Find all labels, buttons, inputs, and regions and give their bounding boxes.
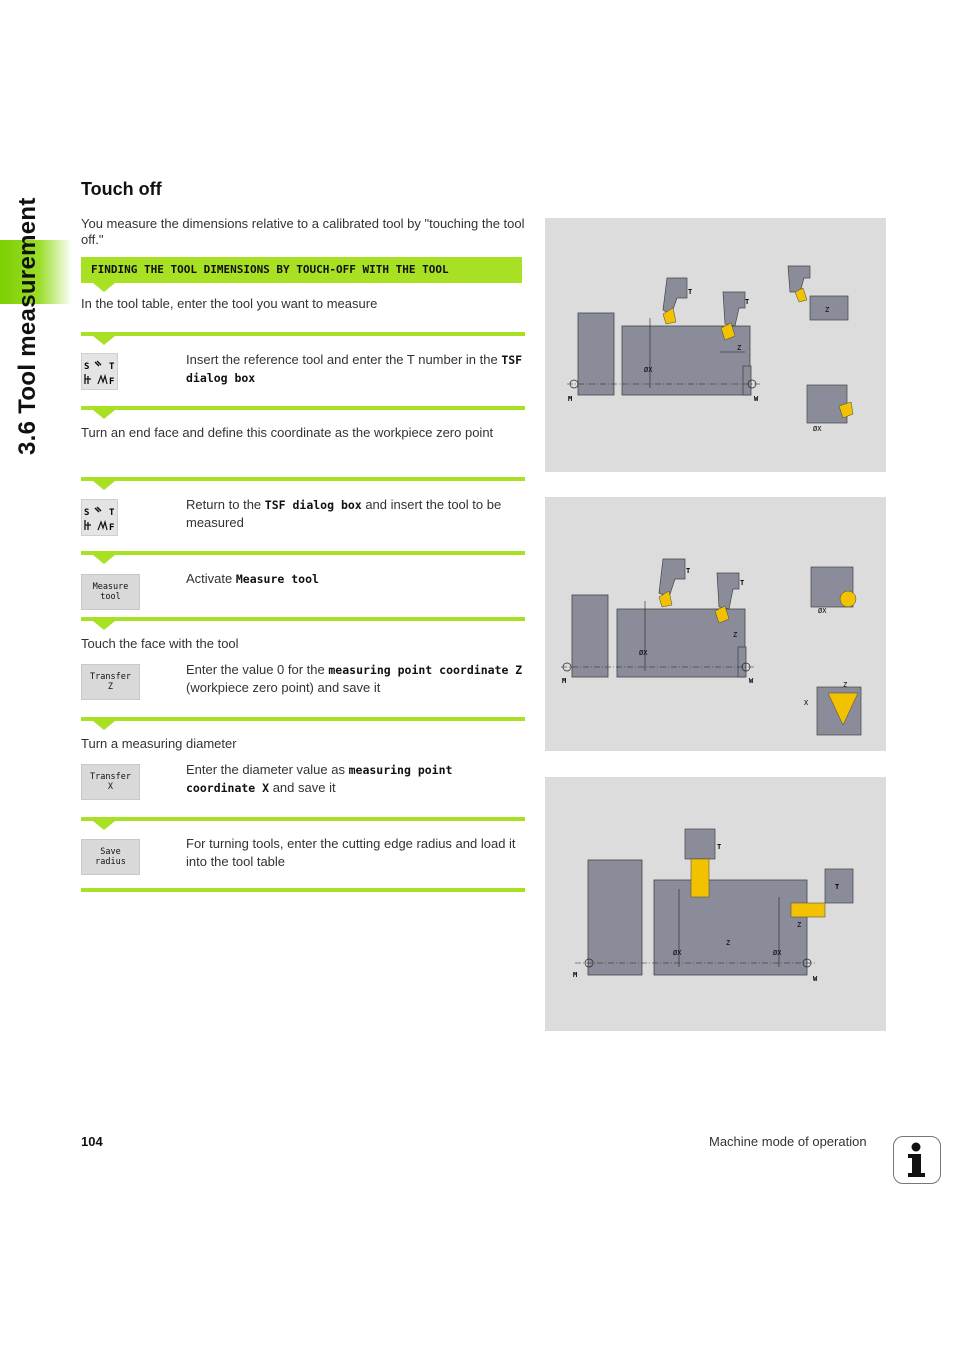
step-arrow xyxy=(93,621,115,630)
svg-text:S: S xyxy=(84,508,90,518)
figure-measuring-diameter xyxy=(545,777,886,1031)
figure-touch-face xyxy=(545,497,886,751)
divider-bar xyxy=(81,477,525,481)
svg-text:M: M xyxy=(573,971,578,979)
step-arrow xyxy=(93,721,115,730)
svg-text:Z: Z xyxy=(797,921,802,929)
svg-text:T: T xyxy=(745,298,750,306)
info-icon xyxy=(893,1136,941,1184)
svg-text:Z: Z xyxy=(825,306,830,314)
svg-text:W: W xyxy=(813,975,818,983)
svg-text:ØX: ØX xyxy=(639,649,648,657)
svg-text:Z: Z xyxy=(733,631,738,639)
divider-bar xyxy=(81,888,525,892)
svg-text:T: T xyxy=(717,843,722,851)
step-8-text: Turn a measuring diameter xyxy=(81,736,237,751)
svg-text:M: M xyxy=(562,677,567,685)
svg-text:W: W xyxy=(754,395,759,403)
svg-text:T: T xyxy=(835,883,840,891)
svg-text:Z: Z xyxy=(737,344,742,352)
step-3-text: Turn an end face and define this coordinate as the workpiece zero point xyxy=(81,425,494,440)
page-number: 104 xyxy=(81,1134,103,1149)
measure-tool-softkey[interactable]: Measure tool xyxy=(81,574,140,610)
svg-text:T: T xyxy=(686,567,691,575)
svg-text:X: X xyxy=(804,699,809,707)
svg-text:ØX: ØX xyxy=(813,425,822,433)
svg-text:ØX: ØX xyxy=(673,949,682,957)
tsf-icon xyxy=(82,354,117,389)
step-2-text: Insert the reference tool and enter the T number in the TSF dialog box xyxy=(186,352,523,385)
tsf-dialog-key[interactable] xyxy=(81,499,118,536)
step-arrow xyxy=(93,821,115,830)
svg-text:T: T xyxy=(688,288,693,296)
step-10-text: For turning tools, enter the cutting edge radius and load it into the tool table xyxy=(186,836,516,869)
svg-text:F: F xyxy=(109,377,115,387)
step-6-text: Touch the face with the tool xyxy=(81,636,239,651)
step-9-text: Enter the diameter value as measuring point coordinate X and save it xyxy=(186,762,453,795)
svg-text:Z: Z xyxy=(726,939,731,947)
svg-text:Z: Z xyxy=(843,681,848,689)
step-arrow xyxy=(93,410,115,419)
step-arrow xyxy=(93,481,115,490)
divider-bar xyxy=(81,406,525,410)
step-5-text: Activate Measure tool xyxy=(186,571,319,586)
tsf-dialog-key[interactable] xyxy=(81,353,118,390)
divider-bar xyxy=(81,817,525,821)
svg-text:S: S xyxy=(84,362,90,372)
step-arrow xyxy=(93,336,115,345)
svg-text:M: M xyxy=(568,395,573,403)
svg-text:ØX: ØX xyxy=(773,949,782,957)
section-heading: Touch off xyxy=(81,179,162,199)
svg-text:ØX: ØX xyxy=(644,366,653,374)
divider-bar xyxy=(81,617,525,621)
figure-reference-tool xyxy=(545,218,886,472)
save-radius-softkey[interactable]: Save radius xyxy=(81,839,140,875)
chapter-side-title: 3.6 Tool measurement xyxy=(14,197,41,455)
svg-text:ØX: ØX xyxy=(818,607,827,615)
divider-bar xyxy=(81,551,525,555)
step-7-text: Enter the value 0 for the measuring point coordinate Z (workpiece zero point) and save it xyxy=(186,662,523,695)
procedure-title: FINDING THE TOOL DIMENSIONS BY TOUCH-OFF WITH THE TOOL xyxy=(81,257,522,283)
step-1-text: In the tool table, enter the tool you want to measure xyxy=(81,296,378,311)
svg-text:T: T xyxy=(740,579,745,587)
tsf-icon xyxy=(82,500,117,535)
divider-bar xyxy=(81,332,525,336)
svg-text:T: T xyxy=(109,362,115,372)
divider-bar xyxy=(81,717,525,721)
procedure-arrow xyxy=(93,283,115,292)
step-arrow xyxy=(93,555,115,564)
svg-text:W: W xyxy=(749,677,754,685)
step-4-text: Return to the TSF dialog box and insert the tool to be measured xyxy=(186,497,502,530)
transfer-z-softkey[interactable]: Transfer Z xyxy=(81,664,140,700)
svg-text:F: F xyxy=(109,523,115,533)
transfer-x-softkey[interactable]: Transfer X xyxy=(81,764,140,800)
chapter-name: Machine mode of operation xyxy=(709,1134,867,1149)
svg-text:T: T xyxy=(109,508,115,518)
intro-text: You measure the dimensions relative to a calibrated tool by "touching the tool off." xyxy=(81,216,525,247)
